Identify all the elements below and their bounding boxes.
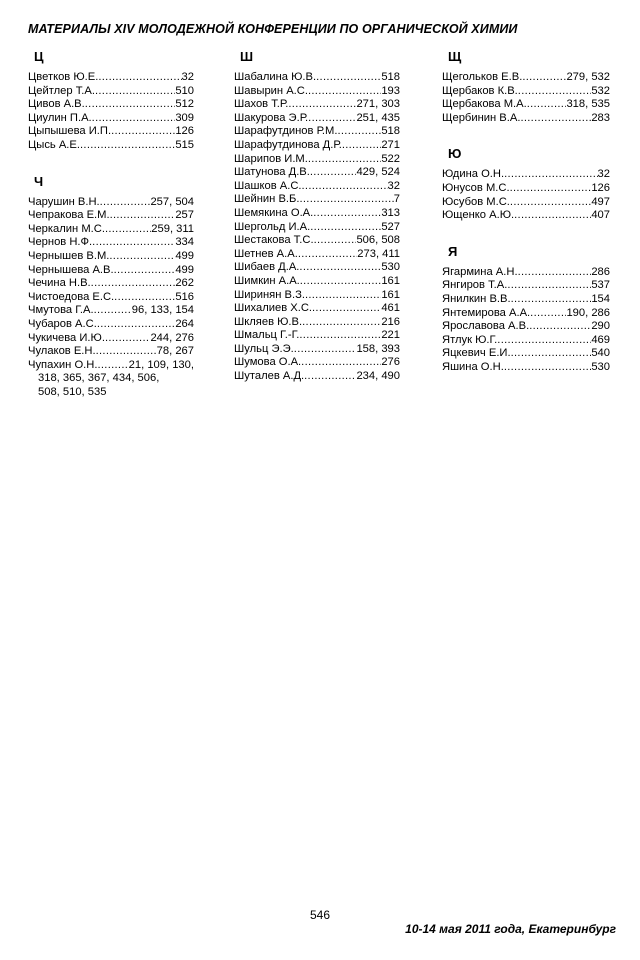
page-refs: 257 (175, 209, 194, 222)
author-name: Шергольд И.А. (234, 220, 311, 233)
page-refs: 527 (381, 220, 400, 233)
dot-leader (337, 125, 381, 139)
index-entry (234, 193, 400, 207)
author-name: Шкляев Ю.В. (234, 315, 303, 328)
author-name: Цыпышева И.П. (28, 125, 112, 138)
index-entry (28, 304, 194, 318)
index-entry (28, 359, 194, 373)
index-section (442, 245, 610, 375)
author-name: Чукичева И.Ю. (28, 331, 105, 344)
index-entry (234, 221, 400, 235)
author-name: Янилкин В.В. (442, 292, 511, 305)
author-name: Шарипов И.М. (234, 152, 308, 165)
index-section (234, 50, 400, 384)
author-name: Щегольков Е.В. (442, 71, 523, 83)
dot-leader (80, 139, 175, 153)
index-entry (442, 98, 610, 112)
page-refs: 512 (175, 98, 194, 111)
page-refs: 251, 435 (356, 111, 400, 124)
page-refs: 273, 411 (357, 247, 400, 260)
page-refs: 216 (381, 315, 400, 328)
dot-leader (302, 180, 388, 194)
index-entry (234, 71, 400, 85)
author-name: Янгиров Т.А. (442, 279, 508, 292)
dot-leader (522, 71, 566, 85)
author-name: Юдина О.Н. (442, 168, 505, 181)
page-refs: 7 (393, 193, 400, 206)
author-name: Шакурова Э.Р. (234, 111, 309, 124)
index-column-3 (442, 50, 610, 397)
page-refs: 271 (381, 138, 400, 151)
author-name: Черкалин М.С. (28, 222, 105, 235)
dot-leader (511, 293, 592, 307)
author-name: Цветков Ю.Е. (28, 71, 99, 83)
author-name: Чарушин В.Н. (28, 195, 100, 208)
author-name: Юнусов М.С. (442, 181, 510, 194)
dot-leader (94, 304, 132, 318)
dot-leader (529, 320, 591, 334)
page-refs: 283 (591, 111, 610, 124)
dot-leader (310, 166, 357, 180)
dot-leader (105, 332, 150, 346)
page-refs: 532 (591, 84, 610, 97)
author-name: Шахов Т.Р. (234, 98, 289, 111)
author-name: Чистоедова Е.С. (28, 290, 115, 303)
author-name: Чернов Н.Ф. (28, 236, 93, 249)
page-refs: 499 (175, 249, 194, 262)
page-refs: 530 (591, 360, 610, 373)
author-name: Ятлук Ю.Г. (442, 333, 498, 346)
section-letter: Ш (240, 49, 254, 64)
index-entry (234, 125, 400, 139)
dot-leader (305, 289, 381, 303)
section-letter: Ч (34, 173, 44, 189)
section-letter: Ц (34, 49, 44, 64)
page-refs: 126 (591, 181, 610, 194)
dot-leader (518, 266, 592, 280)
page-refs: 506, 508 (356, 234, 400, 247)
dot-leader (114, 264, 176, 278)
index-entry (28, 125, 194, 139)
dot-leader (313, 207, 381, 221)
page-refs: 537 (591, 279, 610, 292)
author-name: Ягармина А.Н. (442, 265, 518, 278)
author-name: Шарафутдинов Р.М. (234, 125, 338, 138)
index-entry (234, 98, 400, 112)
page-refs: 193 (381, 84, 400, 97)
section-letter: Я (448, 243, 458, 259)
page-refs: 161 (381, 288, 400, 301)
dot-leader (109, 250, 175, 264)
index-entry (442, 320, 610, 334)
author-name: Шабалина Ю.В. (234, 71, 317, 83)
dot-leader (288, 98, 356, 112)
page-refs: 497 (591, 195, 610, 208)
page-refs: 318, 535 (566, 98, 610, 111)
dot-leader (299, 261, 381, 275)
page-refs: 32 (387, 179, 400, 192)
page-refs: 309 (175, 111, 194, 124)
page-refs: 244, 276 (150, 331, 194, 344)
page-refs: 161 (381, 274, 400, 287)
section-letter: Щ (448, 49, 462, 64)
author-name: Чепракова Е.М. (28, 209, 110, 222)
index-entry (234, 153, 400, 167)
page-header: МАТЕРИАЛЫ XIV МОЛОДЕЖНОЙ КОНФЕРЕНЦИИ ПО ОРГАНИЧЕСКОЙ ХИМИИ (28, 22, 518, 36)
index-entry (28, 264, 194, 278)
index-entry (442, 279, 610, 293)
index-entry (442, 307, 610, 321)
author-name: Щербакова М.А. (442, 98, 527, 111)
index-entry (442, 168, 610, 182)
page-refs: 276 (381, 356, 400, 369)
author-name: Шибаев Д.А. (234, 261, 300, 274)
dot-leader (308, 112, 356, 126)
author-name: Цысь А.Е. (28, 138, 80, 151)
index-entry (234, 248, 400, 262)
index-entry (234, 180, 400, 194)
dot-leader (520, 112, 591, 126)
index-entry (28, 250, 194, 264)
dot-leader (110, 209, 176, 223)
dot-leader (530, 307, 566, 321)
index-entry (234, 207, 400, 221)
dot-leader (85, 98, 176, 112)
author-name: Юсубов М.С. (442, 195, 510, 208)
page-refs: 32 (181, 71, 194, 83)
page-refs: 190, 286 (566, 306, 610, 319)
page-refs: 469 (591, 333, 610, 346)
index-entry (28, 196, 194, 210)
index-entry (442, 71, 610, 85)
index-section (28, 175, 194, 400)
author-name: Циулин П.А. (28, 111, 92, 124)
page-refs-continuation: 318, 365, 367, 434, 506, (38, 372, 160, 385)
dot-leader (95, 85, 175, 99)
index-entry (442, 361, 610, 375)
page-refs: 540 (591, 347, 610, 360)
dot-leader (294, 343, 357, 357)
author-name: Ющенко А.Ю. (442, 209, 515, 222)
event-footer: 10-14 мая 2011 года, Екатеринбург (405, 922, 616, 936)
page-refs: 257, 504 (150, 195, 194, 208)
index-column-1 (28, 50, 194, 421)
index-entry (234, 316, 400, 330)
page-refs: 21, 109, 130, (128, 358, 194, 371)
dot-leader (314, 234, 357, 248)
author-name: Шатунова Д.В. (234, 166, 310, 179)
index-entry (28, 318, 194, 332)
dot-leader (510, 196, 591, 210)
page-refs: 154 (591, 292, 610, 305)
author-name: Янтемирова А.А. (442, 306, 531, 319)
author-name: Чернышева А.В. (28, 263, 114, 276)
author-name: Ширинян В.З. (234, 288, 305, 301)
index-entry (28, 85, 194, 99)
dot-leader (91, 277, 176, 291)
index-entry (234, 329, 400, 343)
author-name: Яшина О.Н. (442, 360, 504, 373)
index-section (28, 50, 194, 153)
dot-leader (514, 209, 591, 223)
page-refs: 221 (381, 329, 400, 342)
author-name: Чернышев В.М. (28, 249, 110, 262)
index-entry (234, 370, 400, 384)
page-refs: 264 (175, 317, 194, 330)
index-entry (442, 85, 610, 99)
dot-leader (316, 71, 381, 85)
index-entry (28, 345, 194, 359)
index-entry (28, 277, 194, 291)
index-entry (28, 223, 194, 237)
page-refs: 530 (381, 261, 400, 274)
author-name: Чмутова Г.А. (28, 304, 94, 317)
dot-leader (504, 168, 597, 182)
index-entry (234, 275, 400, 289)
dot-leader (312, 302, 381, 316)
author-name: Шихалиев Х.С. (234, 302, 313, 315)
dot-leader (300, 275, 382, 289)
index-entry (28, 291, 194, 305)
dot-leader (504, 361, 592, 375)
page-refs: 234, 490 (356, 370, 400, 383)
page-refs: 96, 133, 154 (131, 304, 194, 317)
index-entry (234, 302, 400, 316)
dot-leader (92, 112, 176, 126)
dot-leader (518, 85, 592, 99)
page-refs: 262 (175, 277, 194, 290)
author-name: Щербаков К.В. (442, 84, 518, 97)
page-refs: 158, 393 (356, 342, 400, 355)
page-refs: 32 (597, 168, 610, 181)
page-refs: 286 (591, 265, 610, 278)
dot-leader (310, 221, 381, 235)
author-name: Шульц Э.Э. (234, 342, 294, 355)
author-name: Цейтлер Т.А. (28, 84, 95, 97)
dot-leader (527, 98, 567, 112)
author-name: Шетнев А.А. (234, 247, 298, 260)
index-entry (234, 139, 400, 153)
index-entry (234, 343, 400, 357)
page-refs: 518 (381, 125, 400, 138)
index-entry (28, 98, 194, 112)
page-refs: 522 (381, 152, 400, 165)
index-entry (442, 112, 610, 126)
author-name: Шуталев А.Д. (234, 370, 305, 383)
author-name: Чулаков Е.Н. (28, 345, 96, 358)
author-name: Шестакова Т.С. (234, 234, 314, 247)
dot-leader (111, 125, 175, 139)
author-name: Шарафутдинова Д.Р. (234, 138, 342, 151)
dot-leader (105, 223, 151, 237)
page-number: 546 (309, 908, 331, 922)
page-refs: 407 (591, 209, 610, 222)
dot-leader (98, 71, 181, 85)
section-letter: Ю (448, 146, 462, 162)
page-refs: 126 (175, 125, 194, 138)
dot-leader (298, 248, 357, 262)
dot-leader (299, 329, 381, 343)
page-refs: 271, 303 (356, 98, 400, 111)
author-name: Цивов А.В. (28, 98, 85, 111)
index-entry (234, 234, 400, 248)
index-entry (234, 112, 400, 126)
page-refs: 461 (381, 302, 400, 315)
index-entry (442, 266, 610, 280)
index-entry (442, 182, 610, 196)
dot-leader (97, 318, 176, 332)
author-name: Чечина Н.В. (28, 277, 91, 290)
author-name: Шимкин А.А. (234, 274, 300, 287)
index-entry (28, 209, 194, 223)
dot-leader (342, 139, 382, 153)
dot-leader (497, 334, 591, 348)
index-entry (28, 112, 194, 126)
author-name: Шейнин В.Б. (234, 193, 300, 206)
page-refs: 516 (175, 290, 194, 303)
author-name: Яцкевич Е.И. (442, 347, 511, 360)
dot-leader (511, 347, 592, 361)
index-section (442, 50, 610, 125)
index-entry (234, 356, 400, 370)
index-column-2 (234, 50, 400, 406)
dot-leader (510, 182, 592, 196)
dot-leader (92, 236, 175, 250)
index-entry (442, 209, 610, 223)
dot-leader (308, 85, 381, 99)
index-entry (28, 139, 194, 153)
index-entry (234, 85, 400, 99)
author-name: Шемякина О.А. (234, 206, 314, 219)
page-refs: 279, 532 (566, 71, 610, 83)
author-name: Шавырин А.С. (234, 84, 308, 97)
index-entry (28, 332, 194, 346)
index-entry (442, 196, 610, 210)
index-entry (234, 166, 400, 180)
dot-leader (96, 345, 157, 359)
page-refs: 259, 311 (151, 222, 194, 235)
dot-leader (308, 153, 381, 167)
index-entry (28, 236, 194, 250)
page-refs-continuation: 508, 510, 535 (38, 385, 107, 398)
author-name: Чупахин О.Н. (28, 358, 98, 371)
page-refs: 78, 267 (156, 345, 194, 358)
index-entry (442, 293, 610, 307)
dot-leader (304, 370, 356, 384)
page-refs: 510 (175, 84, 194, 97)
dot-leader (299, 193, 393, 207)
author-name: Шмальц Г.-Г. (234, 329, 300, 342)
index-entry (234, 289, 400, 303)
dot-leader (100, 196, 151, 210)
dot-leader (507, 279, 591, 293)
page-refs: 499 (175, 263, 194, 276)
index-entry (234, 261, 400, 275)
dot-leader (302, 316, 381, 330)
page-refs: 290 (591, 320, 610, 333)
index-section (442, 147, 610, 222)
index-entry (28, 71, 194, 85)
dot-leader (114, 291, 175, 305)
author-name: Шашков А.С. (234, 179, 302, 192)
author-name: Чубаров А.С. (28, 317, 97, 330)
dot-leader (301, 356, 381, 370)
index-entry (442, 334, 610, 348)
author-name: Ярославова А.В. (442, 320, 530, 333)
page-refs: 313 (381, 206, 400, 219)
page-refs: 334 (175, 236, 194, 249)
author-name: Щербинин В.А. (442, 111, 521, 124)
dot-leader (97, 359, 128, 373)
page-refs: 515 (175, 138, 194, 151)
page-refs: 429, 524 (356, 166, 400, 179)
index-entry (442, 347, 610, 361)
author-name: Шумова О.А. (234, 356, 302, 369)
page-refs: 518 (381, 71, 400, 83)
